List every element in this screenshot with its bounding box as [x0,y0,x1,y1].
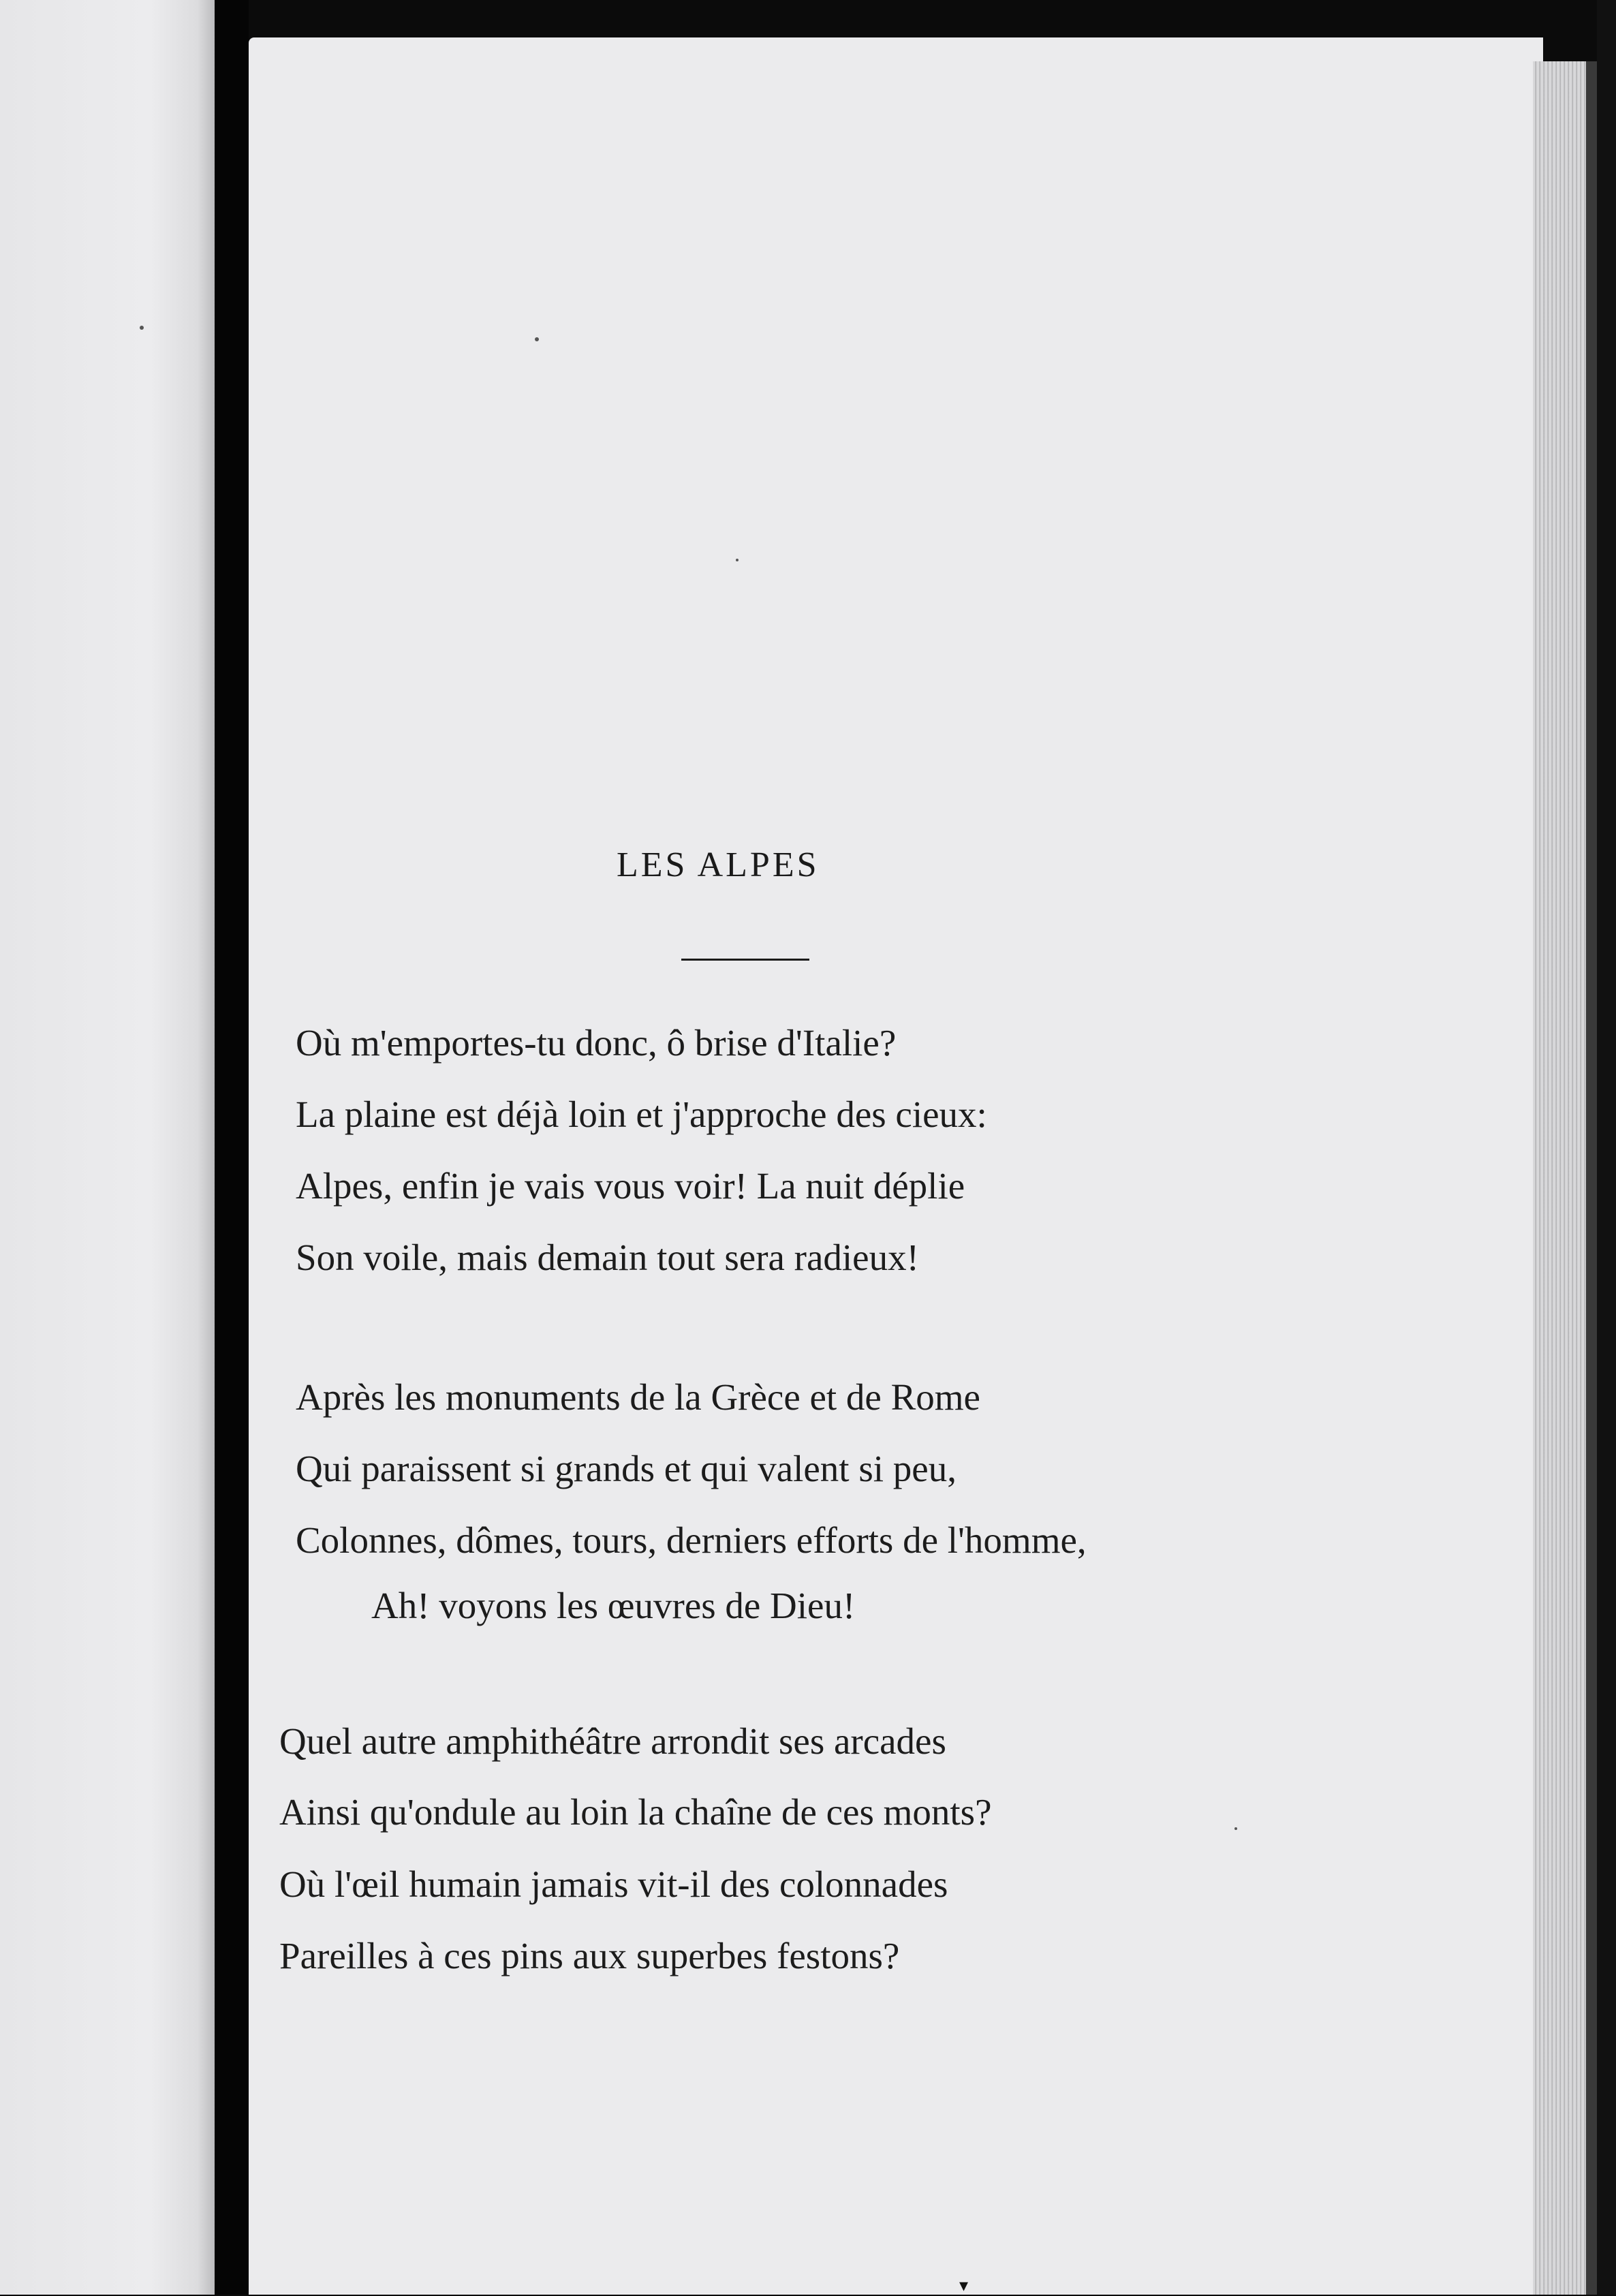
verse-line: Son voile, mais demain tout sera radieux! [296,1237,919,1278]
book-gutter [215,0,249,2295]
verse-line: Alpes, enfin je vais vous voir! La nuit déplie [296,1165,965,1207]
bottom-edge-mark: ▾ [959,2276,969,2295]
page-edges [1533,61,1594,2295]
speck [140,326,144,330]
speck [535,337,539,341]
verse-line: La plaine est déjà loin et j'approche des cieux: [296,1093,987,1135]
left-page [0,0,215,2295]
verse-line: Colonnes, dômes, tours, derniers efforts de l'homme, [296,1519,1087,1561]
verse-line: Après les monuments de la Grèce et de Rome [296,1376,980,1418]
verse-line: Où m'emportes-tu donc, ô brise d'Italie? [296,1022,897,1064]
speck [736,559,739,561]
verse-line: Quel autre amphithéâtre arrondit ses arcades [279,1720,946,1762]
speck [1234,1827,1237,1830]
verse-line: Qui paraissent si grands et qui valent si peu, [296,1448,957,1489]
page-edge-shadow [1586,61,1597,2295]
verse-line: Où l'œil humain jamais vit-il des colonnades [279,1863,948,1905]
verse-line: Ah! voyons les œuvres de Dieu! [371,1585,856,1626]
title-rule [681,959,809,961]
poem-title: LES ALPES [617,846,820,884]
scan-background [1597,0,1616,2295]
verse-line: Pareilles à ces pins aux superbes festons? [279,1935,900,1976]
verse-line: Ainsi qu'ondule au loin la chaîne de ces monts? [279,1791,992,1833]
